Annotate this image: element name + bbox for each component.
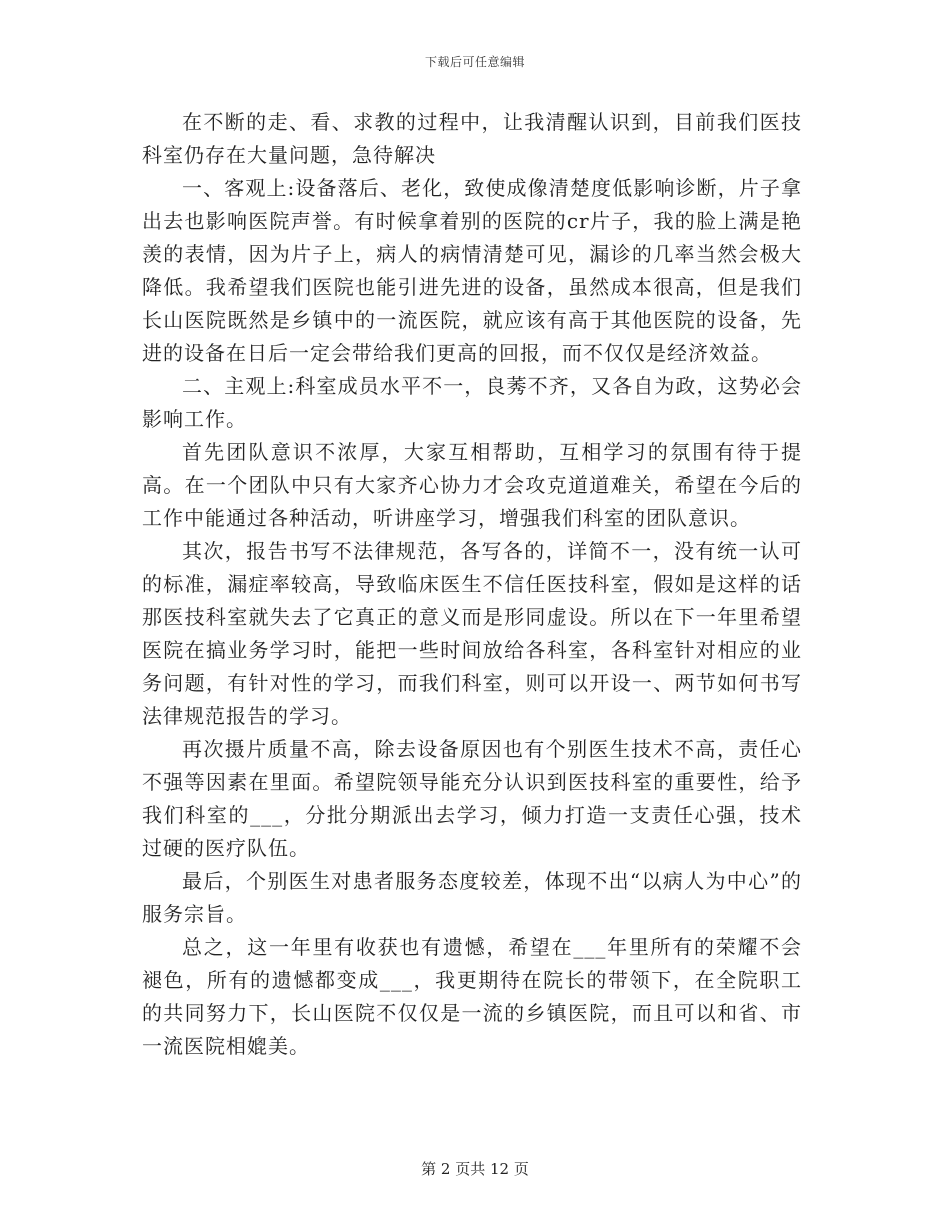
paragraph-service-attitude: 最后，个别医生对患者服务态度较差，体现不出“以病人为中心”的服务宗旨。 (142, 869, 802, 926)
paragraph-conclusion: 总之，这一年里有收获也有遗憾，希望在___年里所有的荣耀不会褪色，所有的遗憾都变成___，我更期待在院长的带领下，在全院职工的共同努力下，长山医院不仅仅是一流的乡镇医院，而且可以和省、市一流医院相媲美。 (142, 935, 802, 1058)
paragraph-intro: 在不断的走、看、求教的过程中，让我清醒认识到，目前我们医技科室仍存在大量问题，急待解决 (142, 110, 802, 167)
paragraph-objective: 一、客观上:设备落后、老化，致使成像清楚度低影响诊断，片子拿出去也影响医院声誉。有时候拿着别的医院的cr片子，我的脸上满是艳羡的表情，因为片子上，病人的病情清楚可见，漏诊的几率当然会极大降低。我希望我们医院也能引进先进的设备，虽然成本很高，但是我们长山医院既然是乡镇中的一流医院，就应该有高于其他医院的设备，先进的设备在日后一定会带给我们更高的回报，而不仅仅是经济效益。 (142, 176, 802, 365)
paragraph-imaging-quality: 再次摄片质量不高，除去设备原因也有个别医生技术不高，责任心不强等因素在里面。希望院领导能充分认识到医技科室的重要性，给予我们科室的___，分批分期派出去学习，倾力打造一支责任心强，技术过硬的医疗队伍。 (142, 737, 802, 860)
paragraph-subjective: 二、主观上:科室成员水平不一，良莠不齐，又各自为政，这势必会影响工作。 (142, 374, 802, 431)
page-header-note: 下载后可任意编辑 (424, 55, 525, 69)
document-body (142, 106, 802, 1063)
paragraph-teamwork: 首先团队意识不浓厚，大家互相帮助，互相学习的氛围有待于提高。在一个团队中只有大家齐心协力才会攻克道道难关，希望在今后的工作中能通过各种活动，听讲座学习，增强我们科室的团队意识。 (142, 440, 802, 530)
page-number: 第 2 页共 12 页 (421, 1160, 529, 1178)
paragraph-report-writing: 其次，报告书写不法律规范，各写各的，详简不一，没有统一认可的标准，漏症率较高，导致临床医生不信任医技科室，假如是这样的话那医技科室就失去了它真正的意义而是形同虚设。所以在下一年里希望医院在搞业务学习时，能把一些时间放给各科室，各科室针对相应的业务问题，有针对性的学习，而我们科室，则可以开设一、两节如何书写法律规范报告的学习。 (142, 539, 802, 728)
